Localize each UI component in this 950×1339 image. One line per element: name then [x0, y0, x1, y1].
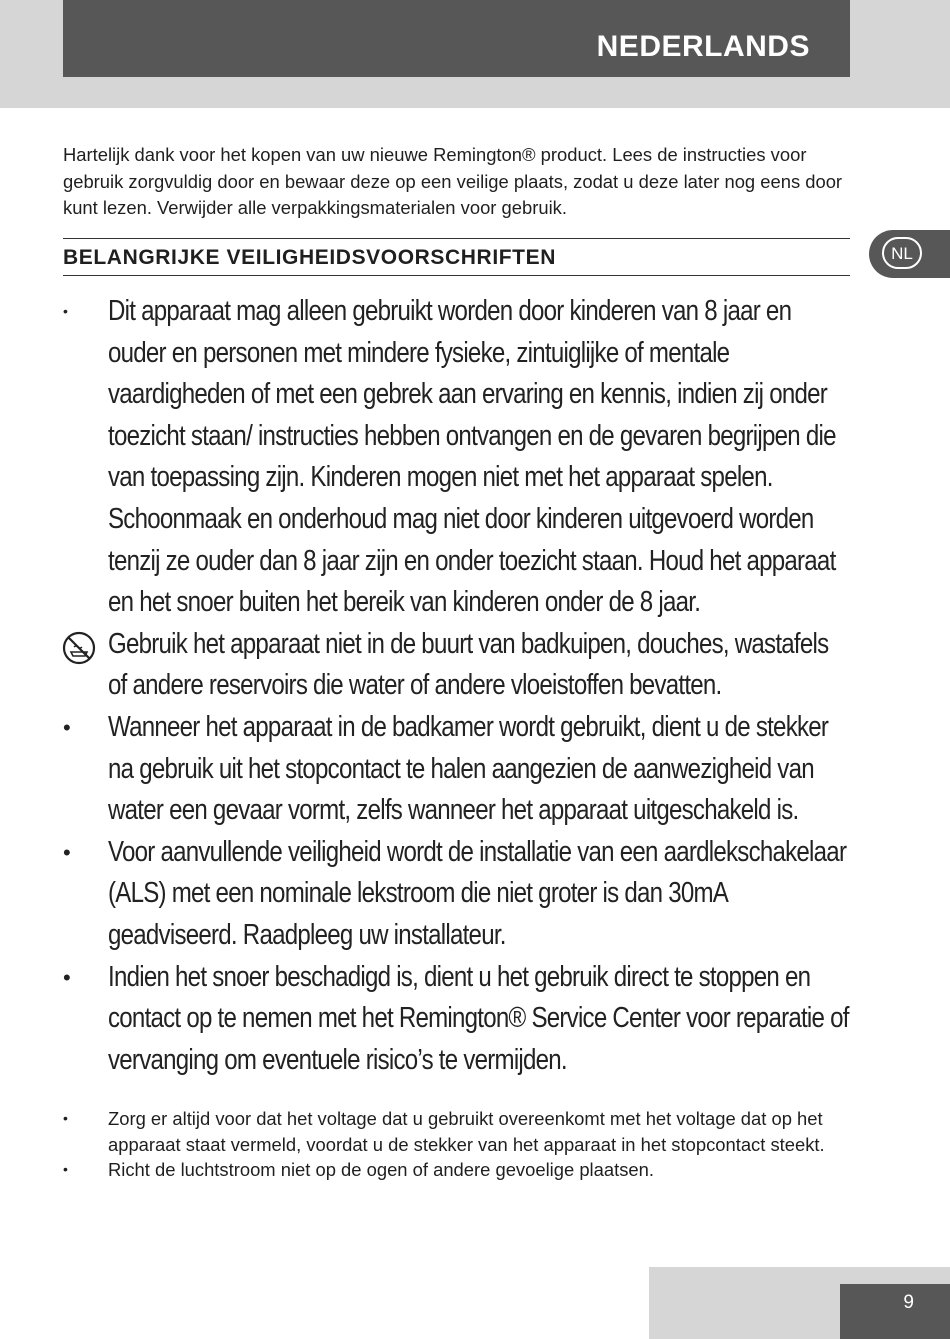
- intro-paragraph: Hartelijk dank voor het kopen van uw nieuwe Remington® product. Lees de instructies voor gebruik zorgvuldig door en bewaar deze op een veilige plaats, zodat u deze later nog eens door kunt lezen. Verwijder alle verpakkingsmaterialen voor gebruik.: [63, 144, 843, 218]
- list-item: [63, 707, 853, 832]
- section-title: BELANGRIJKE VEILIGHEIDSVOORSCHRIFTEN: [63, 246, 556, 269]
- language-title: NEDERLANDS: [596, 30, 810, 63]
- list-item: [63, 291, 853, 624]
- list-item: [63, 957, 853, 1082]
- page-number: 9: [903, 1292, 914, 1313]
- bullet: •: [63, 714, 71, 740]
- language-tab: [869, 230, 950, 278]
- list-item-text: Richt de luchtstroom niet op de ogen of andere gevoelige plaatsen.: [108, 1159, 654, 1180]
- list-item: [63, 832, 853, 957]
- bullet: •: [63, 1110, 68, 1126]
- no-use-near-water-icon: [62, 631, 96, 665]
- additional-safety-list: [63, 1106, 853, 1183]
- list-item-text: Indien het snoer beschadigd is, dient u het gebruik direct te stoppen en contact op te nemen met het Remington® Service Center voor reparatie of vervanging om eventuele risico’s te vermijden.: [108, 960, 849, 1076]
- list-item-text: Gebruik het apparaat niet in de buurt van badkuipen, douches, wastafels of andere reservoirs die water of andere vloeistoffen bevatten.: [108, 627, 829, 702]
- bullet: •: [63, 303, 68, 319]
- page-number-box: [840, 1284, 950, 1339]
- list-item-text: Zorg er altijd voor dat het voltage dat u gebruikt overeenkomt met het voltage dat op het apparaat staat vermeld, voordat u de stekker van het apparaat in het stopcontact steekt.: [108, 1108, 825, 1155]
- header-bar: [63, 0, 850, 77]
- bullet: •: [63, 839, 71, 865]
- list-item: [63, 1106, 853, 1157]
- list-item-text: Dit apparaat mag alleen gebruikt worden door kinderen van 8 jaar en ouder en personen met mindere fysieke, zintuiglijke of mentale vaardigheden of met een gebrek aan ervaring en kennis, indien zij onder toezicht staan/ instructies hebben ontvangen en de gevaren begrijpen die van toepassing zijn. Kinderen mogen niet met het apparaat spelen. Schoonmaak en onderhoud mag niet door kinderen uitgevoerd worden tenzij ze ouder dan 8 jaar zijn en onder toezicht staan. Houd het apparaat en het snoer buiten het bereik van kinderen onder de 8 jaar.: [108, 295, 836, 619]
- list-item: [63, 1157, 853, 1183]
- bullet: •: [63, 964, 71, 990]
- list-item-text: Voor aanvullende veiligheid wordt de installatie van een aardlekschakelaar (ALS) met een nominale lekstroom die niet groter is dan 30mA geadviseerd. Raadpleeg uw installateur.: [108, 835, 847, 951]
- list-item: [63, 624, 853, 707]
- list-item-text: Wanneer het apparaat in de badkamer wordt gebruikt, dient u de stekker na gebruik uit het stopcontact te halen aangezien de aanwezigheid van water een gevaar vormt, zelfs wanneer het apparaat uitgeschakeld is.: [108, 710, 829, 827]
- section-header: [63, 238, 850, 276]
- language-badge: NL: [882, 237, 922, 269]
- bullet: •: [63, 1161, 68, 1177]
- safety-list: [63, 291, 853, 1081]
